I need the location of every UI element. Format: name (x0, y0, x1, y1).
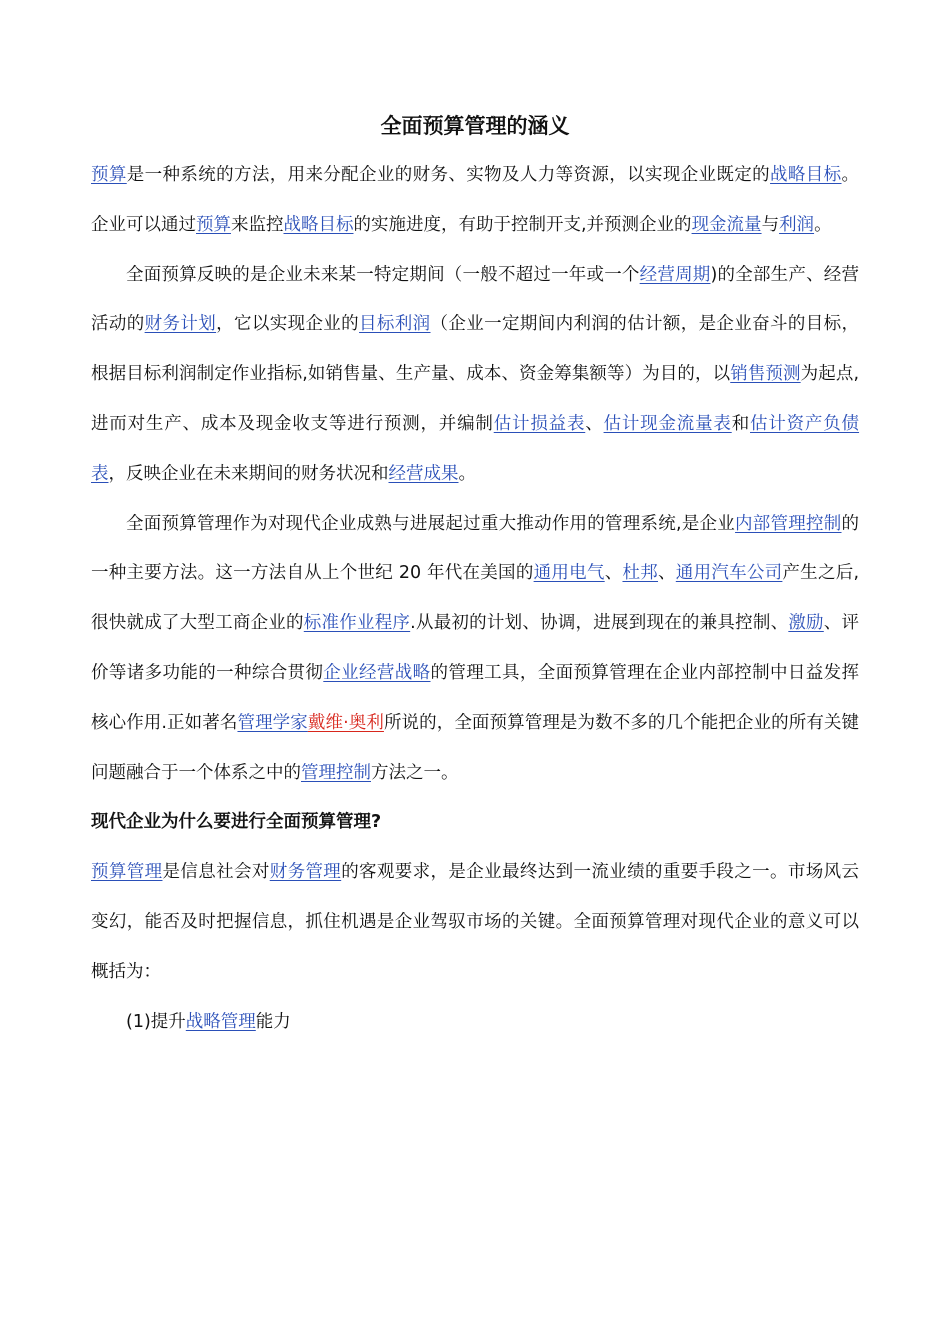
link-jili[interactable]: 激励 (788, 613, 824, 634)
link-guji-xianjin-liuliangbiao[interactable]: 估计现金流量表 (603, 413, 732, 434)
link-yusuan[interactable]: 预算 (91, 165, 127, 185)
link-xianjin-liuliang[interactable]: 现金流量 (691, 214, 762, 235)
link-tongyong-dianqi[interactable]: 通用电气 (533, 563, 605, 584)
link-yusuan-guanli[interactable]: 预算管理 (91, 862, 163, 883)
link-tongyong-qiche[interactable]: 通用汽车公司 (675, 563, 783, 584)
paragraph-history: 全面预算管理作为对现代企业成熟与进展起过重大推动作用的管理系统,是企业内部管理控制的一种主要方法。这一方法自从上个世纪 20 年代在美国的通用电气、杜邦、通用汽车公司产生之后,很快就成了大型工商企业的标准作业程序.从最初的计划、协调，进展到现在的兼具控制、激励、评价等诸多功能的一种综合贯彻企业经营战略的管理工具，全面预算管理在企业内部控制中日益发挥核心作用.正如著名管理学家戴维·奥利所说的，全面预算管理是为数不多的几个能把企业的所有关键问题融合于一个体系之中的管理控制方法之一。 (91, 513, 860, 783)
link-zhanlue-mubiao[interactable]: 战略目标 (770, 165, 842, 185)
link-jingying-zhouqi[interactable]: 经营周期 (639, 264, 711, 285)
link-daiwei-aoli[interactable]: 戴维·奥利 (307, 712, 384, 733)
link-guanli-kongzhi[interactable]: 管理控制 (301, 762, 371, 783)
paragraph-intro: 预算是一种系统的方法，用来分配企业的财务、实物及人力等资源，以实现企业既定的战略目标。企业可以通过预算来监控战略目标的实施进度，有助于控制开支,并预测企业的现金流量与利润。 (91, 165, 860, 235)
link-caiwu-guanli[interactable]: 财务管理 (269, 862, 342, 883)
link-qiye-jingying-zhanlue[interactable]: 企业经营战略 (323, 662, 431, 683)
link-lirun[interactable]: 利润 (779, 214, 815, 235)
link-mubiao-lirun[interactable]: 目标利润 (359, 314, 431, 335)
link-caiwu-jihua[interactable]: 财务计划 (144, 314, 217, 335)
link-dubang[interactable]: 杜邦 (622, 563, 659, 584)
document-body (91, 151, 859, 1047)
link-guanli-xuejia[interactable]: 管理学家 (237, 712, 308, 733)
link-zhanlue-guanli[interactable]: 战略管理 (185, 1011, 256, 1032)
section-heading: 现代企业为什么要进行全面预算管理? (91, 812, 382, 833)
link-zhanlue-mubiao-2[interactable]: 战略目标 (283, 214, 354, 235)
link-guji-zichan-fuzhaibiao[interactable]: 估计资产负债表 (91, 413, 860, 484)
paragraph-why: 预算管理是信息社会对财务管理的客观要求，是企业最终达到一流业绩的重要手段之一。市场风云变幻，能否及时把握信息，抓住机遇是企业驾驭市场的关键。全面预算管理对现代企业的意义可以概括为： (91, 862, 860, 982)
link-guji-sunyibiao[interactable]: 估计损益表 (493, 413, 586, 434)
page-title: 全面预算管理的涵义 (380, 114, 570, 138)
list-item-1: (1)提升战略管理能力 (126, 1011, 291, 1032)
link-neibu-guanli-kongzhi[interactable]: 内部管理控制 (735, 513, 842, 534)
link-jingying-chengguo[interactable]: 经营成果 (388, 463, 459, 484)
link-xiaoshou-yuce[interactable]: 销售预测 (730, 364, 801, 385)
link-yusuan-2[interactable]: 预算 (196, 214, 231, 235)
paragraph-definition: 全面预算反映的是企业未来某一特定期间（一般不超过一年或一个经营周期)的全部生产、经营活动的财务计划，它以实现企业的目标利润（企业一定期间内利润的估计额，是企业奋斗的目标，根据目标利润制定作业指标,如销售量、生产量、成本、资金筹集额等）为目的，以销售预测为起点,进而对生产、成本及现金收支等进行预测，并编制估计损益表、估计现金流量表和估计资产负债表，反映企业在未来期间的财务状况和经营成果。 (91, 264, 860, 484)
link-biaozhun-zuoye-chengxu[interactable]: 标准作业程序 (303, 613, 411, 634)
